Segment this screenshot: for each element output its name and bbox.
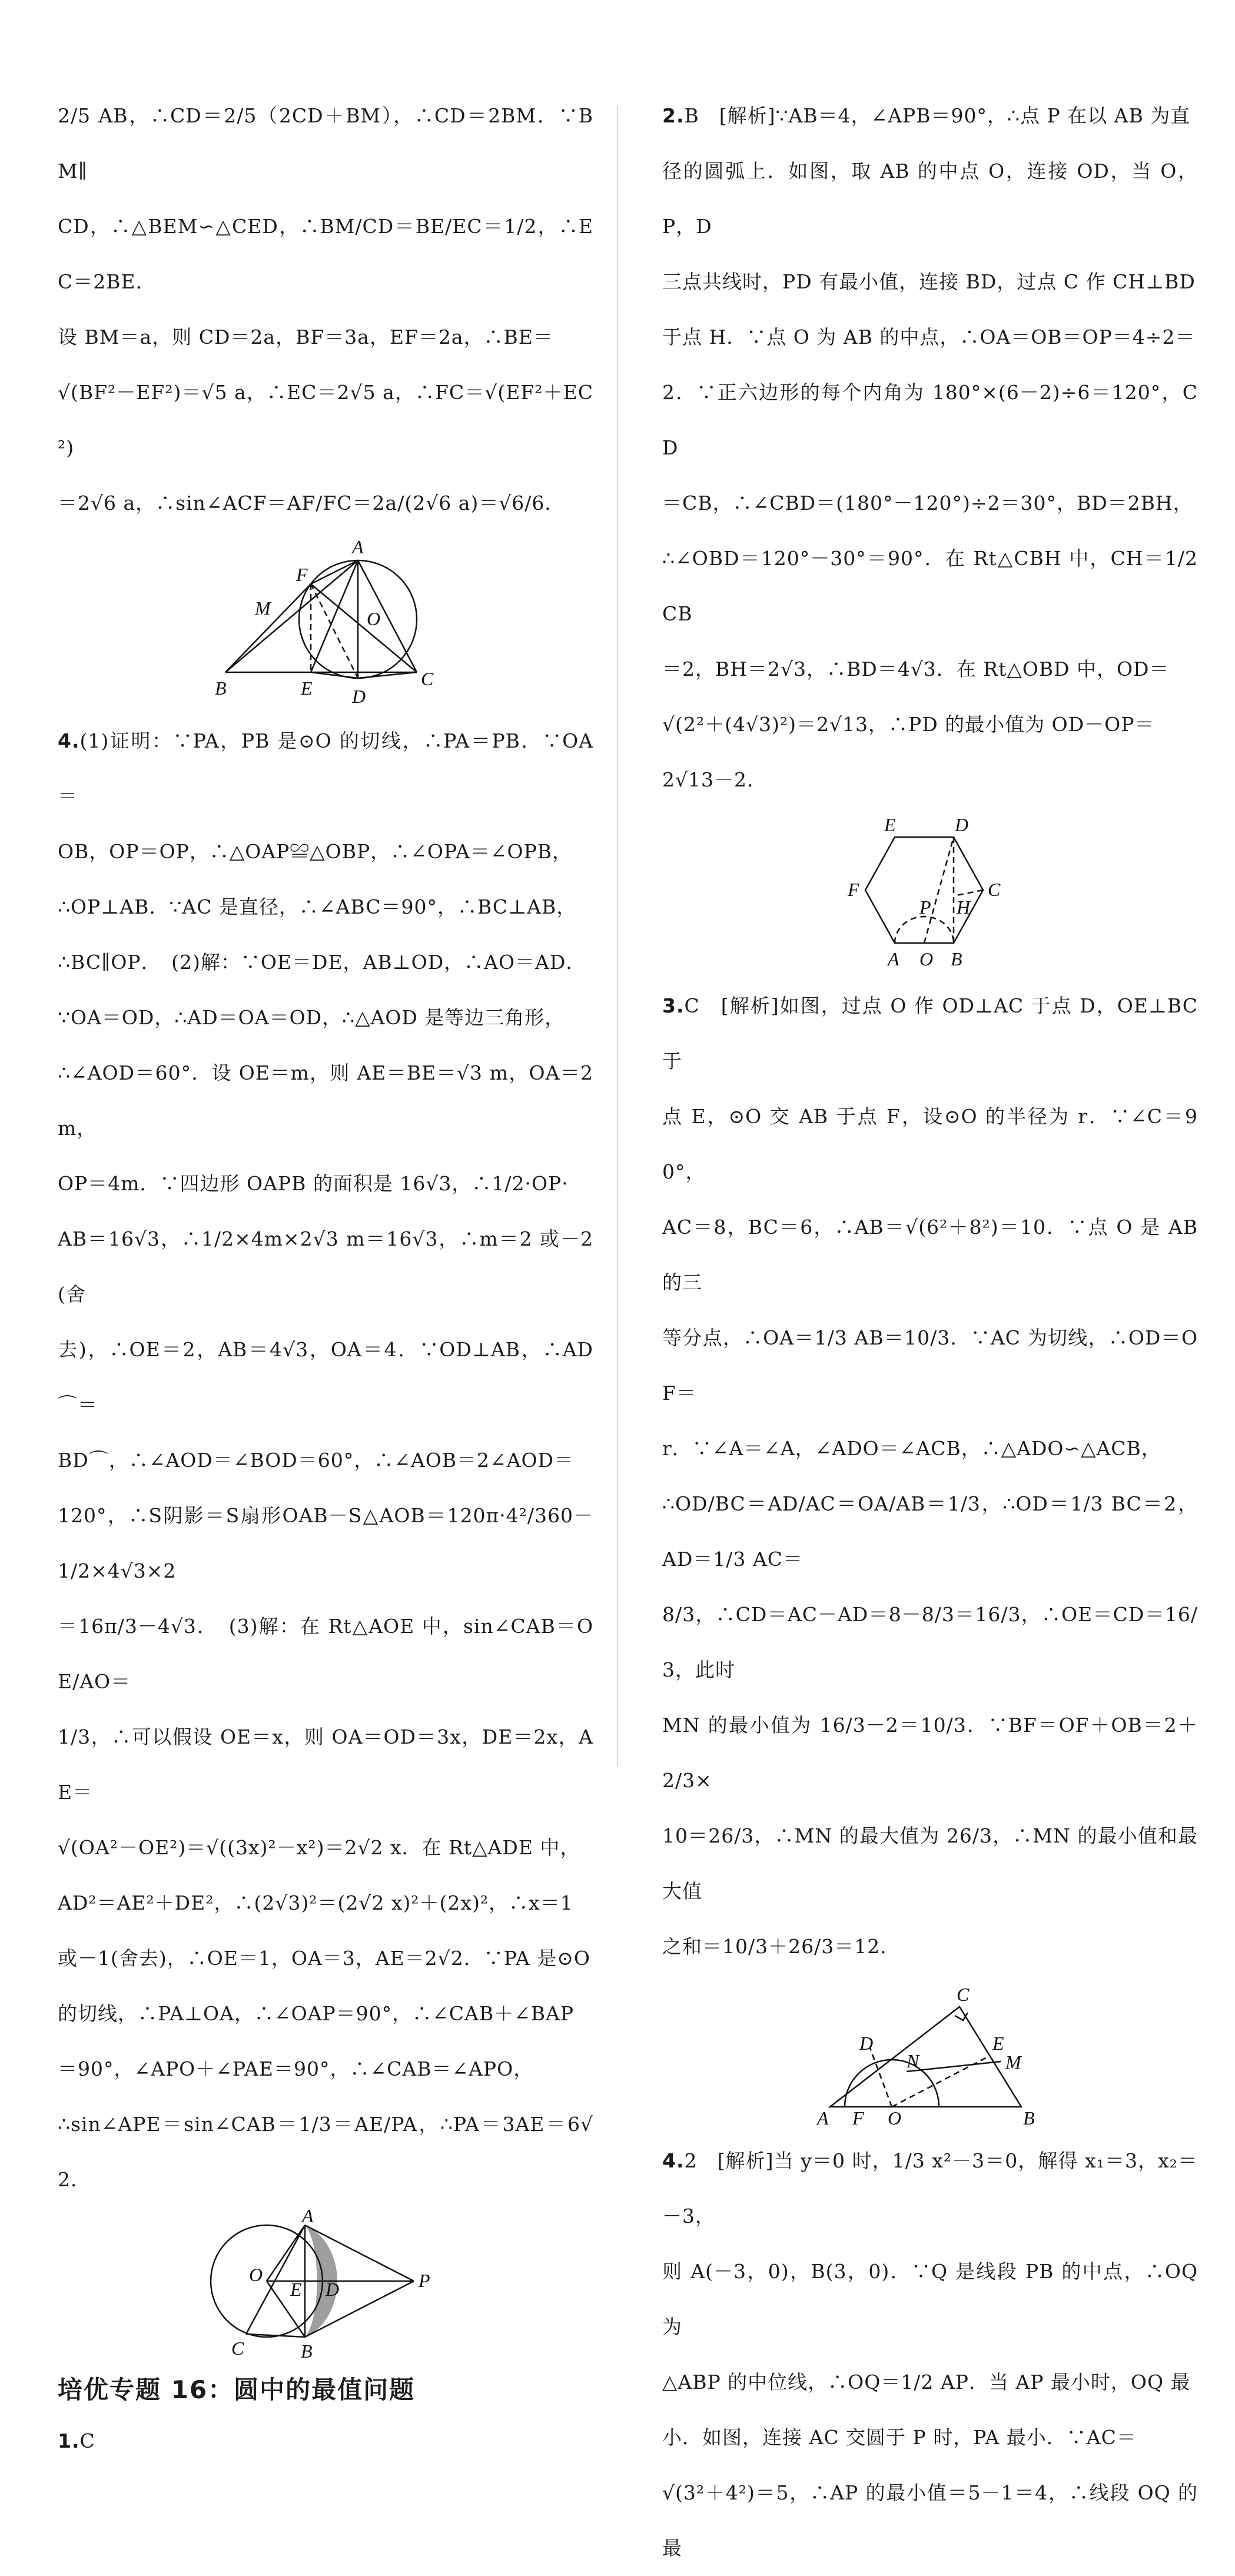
left-column [58,88,593,2469]
line: ＝2√6 a，∴sin∠ACF＝AF/FC＝2a/(2√6 a)＝√6/6． [58,492,565,514]
label-D: D [955,814,970,835]
line: √(BF²－EF²)＝√5 a，∴EC＝2√5 a，∴FC＝√(EF²＋EC²) [58,381,593,459]
question-1 [58,2414,593,2469]
label-O: O [919,948,934,970]
label-F: F [848,879,860,900]
label-A: A [888,948,900,970]
line: 2√13－2． [662,768,768,791]
question-4 [662,2133,1198,2576]
label-O: O [249,2264,264,2285]
label-D: D [352,686,367,707]
line: 4.(1)证明：∵PA，PB 是⊙O 的切线，∴PA＝PB．∵OA＝ [58,729,593,808]
line: AD²＝AE²＋DE²，∴(2√3)²＝(2√2 x)²＋(2x)²，∴x＝1 [58,1891,573,1914]
right-column [662,88,1198,2576]
label-C: C [988,879,1001,900]
line: 4.2 [解析]当 y＝0 时，1/3 x²－3＝0，解得 x₁＝3，x₂＝－3， [662,2149,1198,2228]
question-number: 4. [58,729,80,752]
question-3 [662,978,1198,1974]
label-F: F [296,564,308,585]
question-number: 3. [662,994,685,1017]
label-A: A [302,2205,314,2226]
question-number: 4. [662,2149,685,2172]
figure-circle-triangle [202,537,449,708]
label-C: C [957,1984,970,2005]
line: ＝16π/3－4√3． (3)解：在 Rt△AOE 中，sin∠CAB＝OE/AO＝ [58,1615,593,1693]
line: 8/3，∴CD＝AC－AD＝8－8/3＝16/3，∴OE＝CD＝16/3，此时 [662,1603,1198,1681]
line: 设 BM＝a，则 CD＝2a，BF＝3a，EF＝2a，∴BE＝ [58,326,553,348]
line: △ABP 的中位线，∴OQ＝1/2 AP．当 AP 最小时，OQ 最 [662,2371,1191,2394]
line: 点 E，⊙O 交 AB 于点 F，设⊙O 的半径为 r．∵∠C＝90°， [662,1105,1198,1183]
line: AC＝8，BC＝6，∴AB＝√(6²＋8²)＝10．∵点 O 是 AB 的三 [662,1216,1198,1294]
question-number: 2. [662,104,685,127]
label-E: E [290,2279,303,2300]
line: ＝2，BH＝2√3，∴BD＝4√3．在 Rt△OBD 中，OD＝ [662,658,1170,680]
line: r．∵∠A＝∠A，∠ADO＝∠ACB，∴△ADO∽△ACB， [662,1437,1161,1460]
figure-circle-tangent [208,2205,443,2362]
solution-3-continued [58,88,593,531]
label-C: C [421,668,434,689]
line: OB，OP＝OP，∴△OAP≌△OBP，∴∠OPA＝∠OPB， [58,840,573,863]
column-divider [617,106,618,1766]
line: ∴∠AOD＝60°．设 OE＝m，则 AE＝BE＝√3 m，OA＝2m， [58,1061,593,1140]
line: ＝CB，∴∠CBD＝(180°－120°)÷2＝30°，BD＝2BH， [662,492,1193,514]
label-D: D [326,2279,340,2300]
line: √(3²＋4²)＝5，∴AP 的最小值＝5－1＝4，∴线段 OQ 的最 [662,2481,1198,2560]
line: 去)，∴OE＝2，AB＝4√3，OA＝4．∵OD⊥AB，∴AD⌒＝ [58,1338,593,1416]
line: 小．如图，连接 AC 交圆于 P 时，PA 最小．∵AC＝ [662,2426,1137,2449]
label-E: E [992,2033,1005,2054]
label-B: B [301,2341,313,2362]
line: ∴BC∥OP． (2)解：∵OE＝DE，AB⊥OD，∴AO＝AD． [58,951,586,974]
line: AB＝16√3，∴1/2×4m×2√3 m＝16√3，∴m＝2 或－2(舍 [58,1227,593,1306]
line: 2/5 AB，∴CD＝2/5（2CD＋BM），∴CD＝2BM．∵BM∥ [58,104,593,182]
label-E: E [301,678,313,699]
line: √(2²＋(4√3)²)＝2√13，∴PD 的最小值为 OD－OP＝ [662,713,1155,736]
label-A: A [817,2107,829,2129]
label-P: P [419,2270,431,2291]
question-2 [662,88,1198,808]
label-H: H [957,897,971,918]
label-D: D [859,2033,874,2054]
figure-hexagon [830,814,1030,972]
section-title: 培优专题 16：圆中的最值问题 [58,2375,416,2404]
label-O: O [888,2107,902,2129]
line: 三点共线时，PD 有最小值，连接 BD，过点 C 作 CH⊥BD [662,270,1196,293]
line: 1/3，∴可以假设 OE＝x，则 OA＝OD＝3x，DE＝2x，AE＝ [58,1725,593,1804]
label-P: P [919,897,932,918]
line: MN 的最小值为 16/3－2＝10/3．∵BF＝OF＋OB＝2＋2/3× [662,1714,1198,1792]
line: 或－1(舍去)，∴OE＝1，OA＝3，AE＝2√2．∵PA 是⊙O [58,1947,590,1970]
label-M: M [255,597,271,619]
solution-4 [58,713,593,2207]
line: OP＝4m．∵四边形 OAPB 的面积是 16√3，∴1/2·OP· [58,1172,569,1195]
line: ∴OD/BC＝AD/AC＝OA/AB＝1/3，∴OD＝1/3 BC＝2，AD＝1/3 AC＝ [662,1492,1198,1571]
line: ∴OP⊥AB．∵AC 是直径，∴∠ABC＝90°，∴BC⊥AB， [58,895,577,918]
line: 等分点，∴OA＝1/3 AB＝10/3．∵AC 为切线，∴OD＝OF＝ [662,1326,1198,1405]
line: BD⌒，∴∠AOD＝∠BOD＝60°，∴∠AOB＝2∠AOD＝ [58,1449,574,1472]
label-F: F [852,2107,865,2129]
line: 径的圆弧上．如图，取 AB 的中点 O，连接 OD，当 O，P，D [662,160,1198,238]
line: ＝90°，∠APO＋∠PAE＝90°，∴∠CAB＝∠APO， [58,2057,534,2080]
label-E: E [884,814,897,835]
figure-right-triangle [806,1980,1054,2127]
line: 之和＝10/3＋26/3＝12． [662,1935,901,1958]
label-C: C [231,2338,245,2359]
line: ∴sin∠APE＝sin∠CAB＝1/3＝AE/PA，∴PA＝3AE＝6√2． [58,2113,593,2191]
line: ∵OA＝OD，∴AD＝OA＝OD，∴△AOD 是等边三角形， [58,1006,565,1029]
line: ∴∠OBD＝120°－30°＝90°．在 Rt△CBH 中，CH＝1/2 CB [662,547,1198,625]
answer: C [79,2429,95,2452]
line: CD，∴△BEM∽△CED，∴BM/CD＝BE/EC＝1/2，∴EC＝2BE． [58,215,593,293]
line: √(OA²－OE²)＝√((3x)²－x²)＝2√2 x．在 Rt△ADE 中， [58,1836,580,1859]
line: 120°，∴S阴影＝S扇形OAB－S△AOB＝120π·4²/360－1/2×4√3×2 [58,1504,593,1582]
label-A: A [352,536,364,557]
label-B: B [215,678,227,699]
label-N: N [907,2050,920,2072]
line: 的切线，∴PA⊥OA，∴∠OAP＝90°，∴∠CAB＋∠BAP [58,2002,575,2025]
label-O: O [367,608,381,629]
label-B: B [1023,2107,1035,2129]
line: 2．∵正六边形的每个内角为 180°×(6－2)÷6＝120°，CD [662,381,1198,459]
line: 3.C [解析]如图，过点 O 作 OD⊥AC 于点 D，OE⊥BC 于 [662,994,1198,1073]
line: 2.B [解析]∵AB＝4，∠APB＝90°，∴点 P 在以 AB 为直 [662,104,1191,127]
line: 10＝26/3，∴MN 的最大值为 26/3，∴MN 的最小值和最大值 [662,1824,1198,1903]
line: 于点 H．∵点 O 为 AB 的中点，∴OA＝OB＝OP＝4÷2＝ [662,326,1196,348]
label-M: M [1005,2051,1022,2073]
line: 则 A(－3，0)，B(3，0)．∵Q 是线段 PB 的中点，∴OQ 为 [662,2260,1198,2338]
question-number: 1. [58,2429,80,2452]
label-B: B [951,948,963,970]
